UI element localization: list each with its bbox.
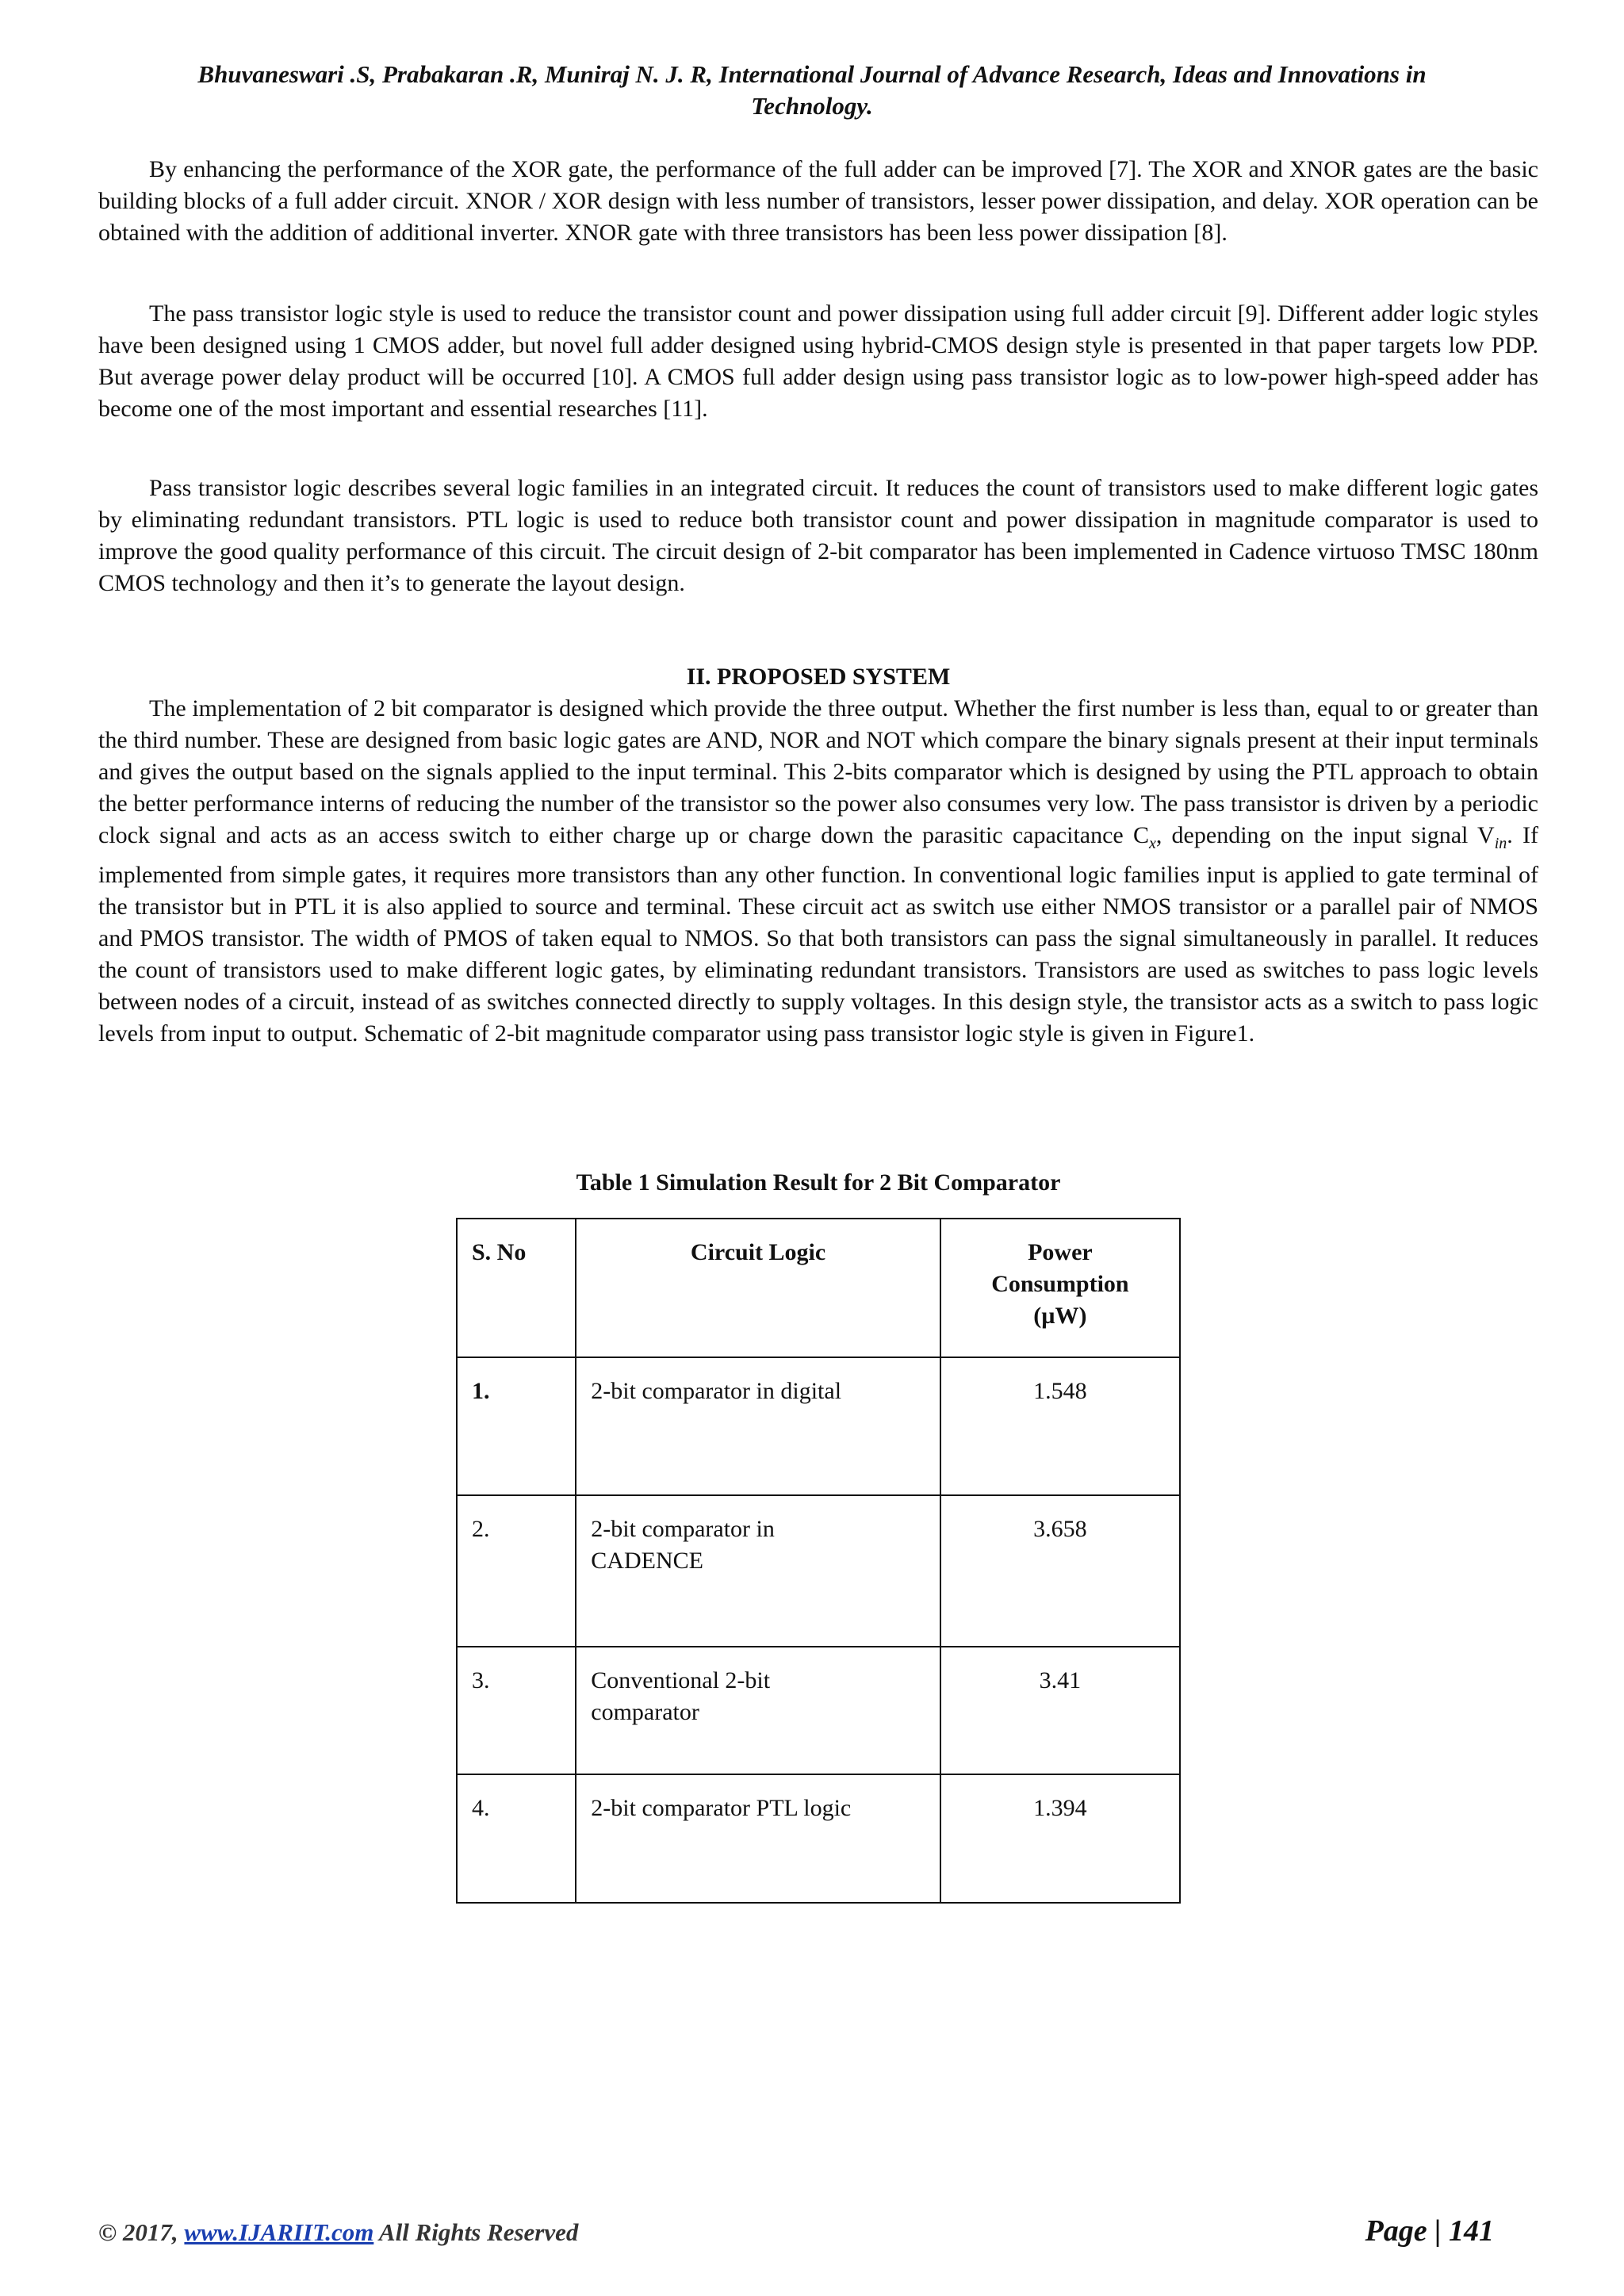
section-heading-proposed-system: II. PROPOSED SYSTEM [686,664,951,690]
table-row [457,1774,1180,1903]
paragraph-proposed-system: The implementation of 2 bit comparator is designed which provide the three output. Whether the first number is less than, equal to or greater than the third number. These are designed from basic logic gates are AND, NOR and NOT which compare the binary signals present at their input terminals and gives the output based on the signals applied to the input terminal. This 2-bits comparator which is designed by using the PTL approach to obtain the better performance interns of reducing the number of the transistor so the power also consumes very low. The pass transistor is driven by a periodic clock signal and acts as an access switch to either charge up or charge down the parasitic capacitance $C_x$, depending on the input signal $V_{in}$. If implemented from simple gates, it requires more transistors than any other function. In conventional logic families input is applied to gate terminal of the transistor but in PTL it is also applied to source and terminal. These circuit act as switch use either NMOS transistor or a parallel pair of NMOS and PMOS transistor. The width of PMOS of taken equal to NMOS. So that both transistors can pass the signal simultaneously in parallel. It reduces the count of transistors used to make different logic gates, by eliminating redundant transistors. Transistors are used as switches to pass logic levels between nodes of a circuit, instead of as switches connected directly to supply voltages. In this design style, the transistor acts as a switch to pass logic levels from input to output. Schematic of 2-bit magnitude comparator using pass transistor logic style is given in Figure1. [98,695,1538,1047]
running-header-line1: Bhuvaneswari .S, Prabakaran .R, Muniraj N. J. R, International Journal of Advance Research, Ideas and Innovations in [197,60,1427,88]
table-header-row [457,1219,1180,1357]
cell-power: 1.394 [940,1774,1180,1903]
cell-sno: 3. [457,1647,576,1774]
cell-sno: 4. [457,1774,576,1903]
header-circuit-logic: Circuit Logic [576,1219,940,1357]
simulation-results-table [456,1218,1181,1904]
cell-sno: 1. [457,1357,576,1495]
footer-copyright: © 2017, www.IJARIIT.com All Rights Reserved [98,2218,579,2246]
paragraph-xor-full-adder: By enhancing the performance of the XOR gate, the performance of the full adder can be improved [7]. The XOR and XNOR gates are the basic building blocks of a full adder circuit. XNOR / XOR design with less number of transistors, lesser power dissipation, and delay. XOR operation can be obtained with the addition of additional inverter. XNOR gate with three transistors has been less power dissipation [8]. [98,156,1538,246]
page-number: Page | 141 [1365,2214,1494,2248]
cell-circuit-logic: 2-bit comparator in CADENCE [576,1495,940,1647]
table-row [457,1495,1180,1647]
cell-circuit-logic: 2-bit comparator in digital [576,1357,940,1495]
journal-website-link[interactable]: www.IJARIIT.com [184,2218,374,2246]
cell-power: 3.41 [940,1647,1180,1774]
table-caption: Table 1 Simulation Result for 2 Bit Comparator [576,1169,1061,1196]
paragraph-ptl-description: Pass transistor logic describes several logic families in an integrated circuit. It reduces the count of transistors used to make different logic gates by eliminating redundant transistors. PTL logic is used to reduce both transistor count and power dissipation in magnitude comparator is used to improve the good quality performance of this circuit. The circuit design of 2-bit comparator has been implemented in Cadence virtuoso TMSC 180nm CMOS technology and then it’s to generate the layout design. [98,475,1538,596]
paragraph-pass-transistor-adder: The pass transistor logic style is used to reduce the transistor count and power dissipation using full adder circuit [9]. Different adder logic styles have been designed using 1 CMOS adder, but novel full adder designed using hybrid-CMOS design style is presented in that paper targets low PDP. But average power delay product will be occurred [10]. A CMOS full adder design using pass transistor logic as to low-power high-speed adder has become one of the most important and essential researches [11]. [98,300,1538,422]
table-row [457,1357,1180,1495]
header-power-consumption: Power Consumption (µW) [940,1219,1180,1357]
running-header-line2: Technology. [751,92,873,120]
running-header [95,59,1529,122]
cell-power: 1.548 [940,1357,1180,1495]
header-sno: S. No [457,1219,576,1357]
table-row [457,1647,1180,1774]
cell-circuit-logic: Conventional 2-bit comparator [576,1647,940,1774]
cell-sno: 2. [457,1495,576,1647]
cell-circuit-logic: 2-bit comparator PTL logic [576,1774,940,1903]
cell-power: 3.658 [940,1495,1180,1647]
